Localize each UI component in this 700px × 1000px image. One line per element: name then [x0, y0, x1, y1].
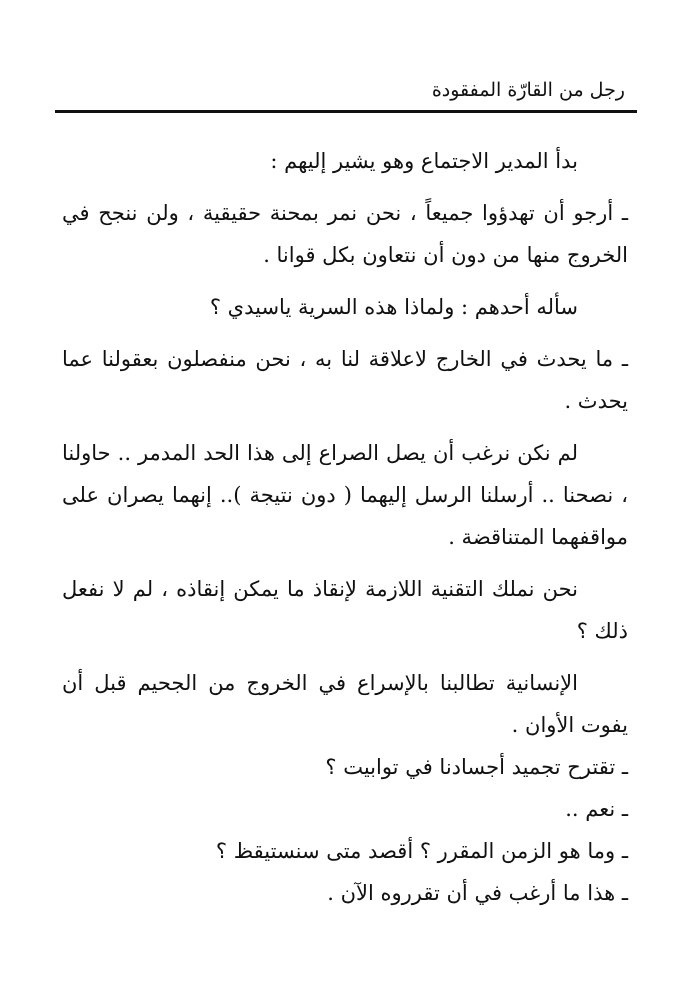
paragraph-2: ـ أرجو أن تهدؤوا جميعاً ، نحن نمر بمحنة حقيقية ، ولن ننجح في الخروج منها من دون أن نتعاون بكل قوانا . — [62, 201, 628, 267]
dialogue-line-1: ـ تقترح تجميد أجسادنا في توابيت ؟ — [325, 755, 628, 779]
page-body — [62, 140, 628, 914]
paragraph-3: سأله أحدهم : ولماذا هذه السرية ياسيدي ؟ — [209, 295, 578, 319]
running-header: رجل من القارّة المفقودة — [431, 79, 625, 101]
header-rule — [55, 110, 637, 113]
paragraph-5: لم نكن نرغب أن يصل الصراع إلى هذا الحد المدمر .. حاولنا ، نصحنا .. أرسلنا الرسل إليهما ( دون نتيجة ).. إنهما يصران على مواقفهما المتناقضة . — [62, 441, 628, 549]
paragraph-6: نحن نملك التقنية اللازمة لإنقاذ ما يمكن إنقاذه ، لم لا نفعل ذلك ؟ — [62, 577, 628, 643]
paragraph-4: ـ ما يحدث في الخارج لاعلاقة لنا به ، نحن منفصلون بعقولنا عما يحدث . — [62, 347, 628, 413]
paragraph-7: الإنسانية تطالبنا بالإسراع في الخروج من الجحيم قبل أن يفوت الأوان . — [62, 671, 628, 737]
dialogue-line-3: ـ وما هو الزمن المقرر ؟ أقصد متى سنستيقظ ؟ — [215, 839, 628, 863]
paragraph-1: بدأ المدير الاجتماع وهو يشير إليهم : — [270, 149, 578, 173]
dialogue-line-2: ـ نعم .. — [565, 797, 628, 821]
dialogue-line-4: ـ هذا ما أرغب في أن تقرروه الآن . — [327, 881, 628, 905]
